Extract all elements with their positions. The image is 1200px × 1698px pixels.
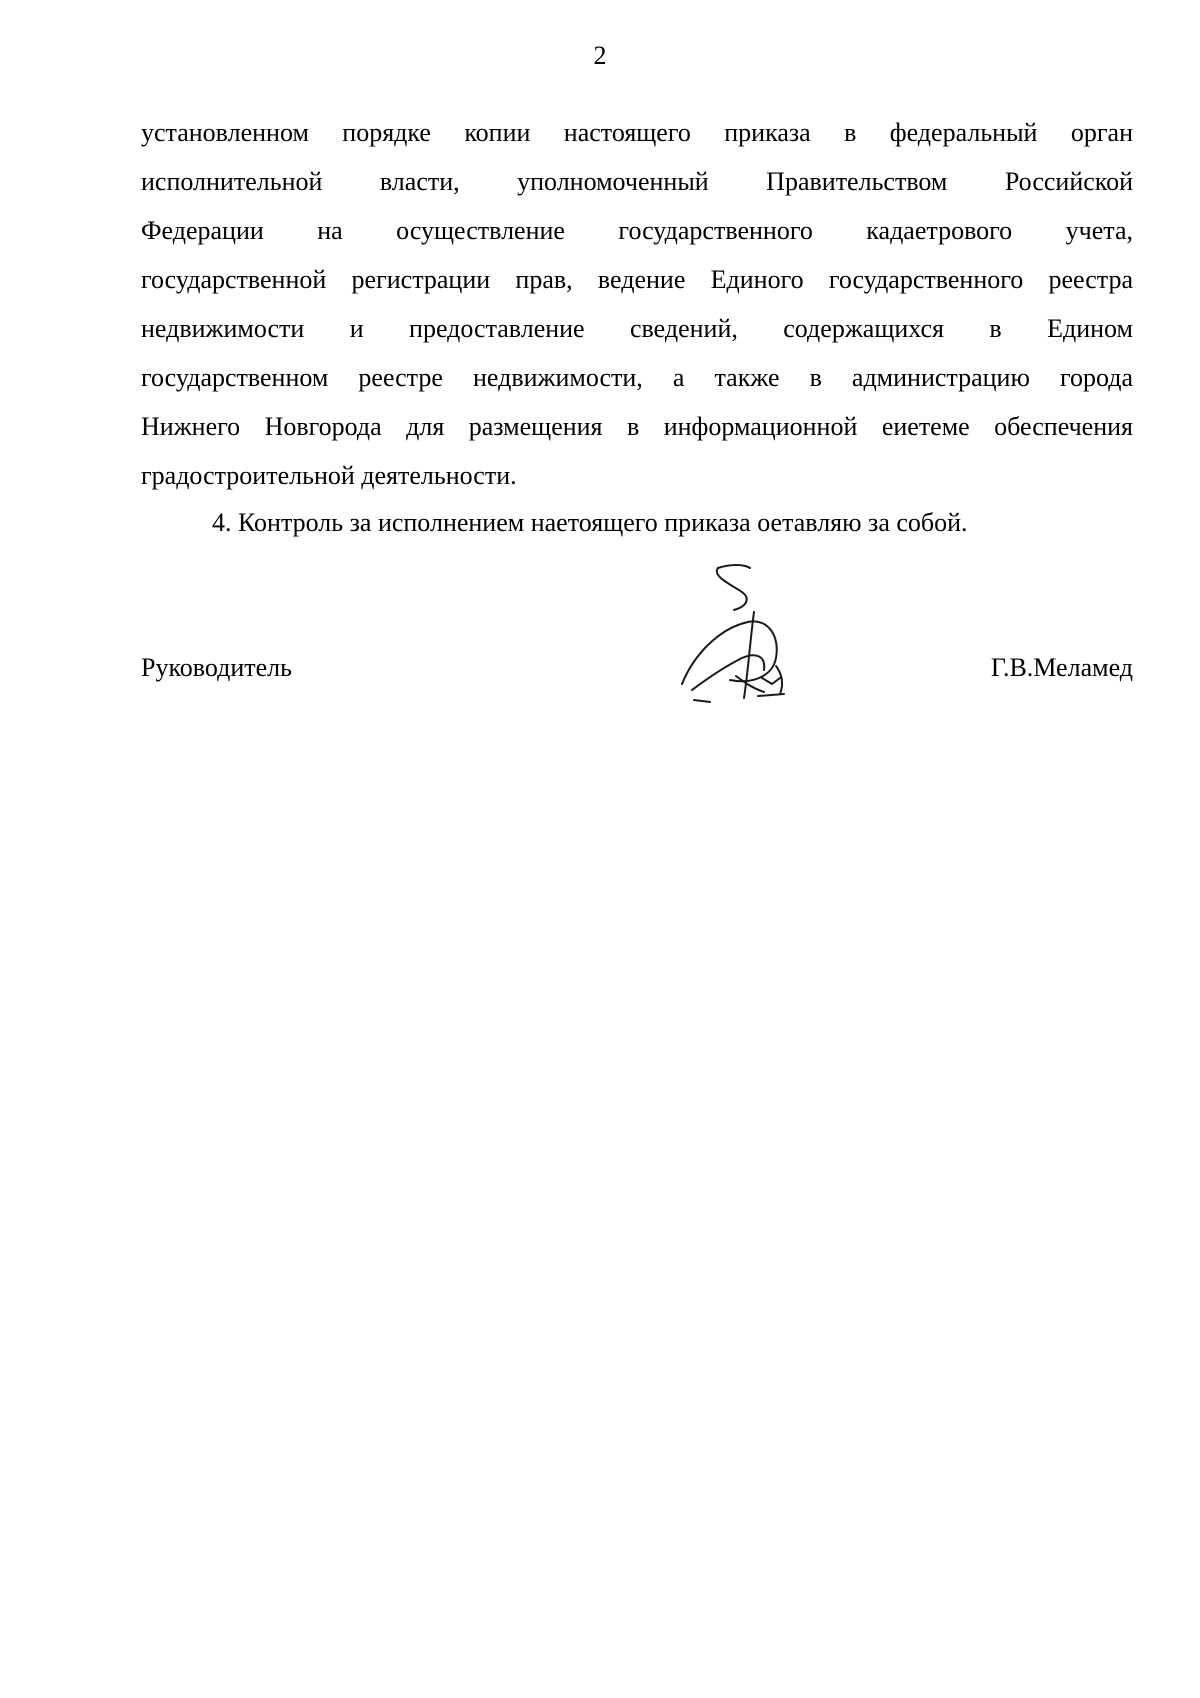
body-line: недвижимости и предоставление сведений, содержащихся в Едином <box>141 314 1133 343</box>
body-line: установленном порядке копии настоящего приказа в федеральный орган <box>141 118 1133 147</box>
body-line: государственном реестре недвижимости, а также в администрацию города <box>141 363 1133 392</box>
body-line: исполнительной власти, уполномоченный Правительством Российской <box>141 167 1133 196</box>
signer-name: Г.В.Меламед <box>990 653 1133 682</box>
page-number: 2 <box>593 41 607 70</box>
body-line: государственной регистрации прав, ведение Единого государственного реестра <box>141 265 1133 294</box>
paragraph-3-continuation <box>141 108 1133 500</box>
body-line: Нижнего Новгорода для размещения в информационной еиетеме обеспечения <box>141 412 1133 441</box>
signature-block <box>141 646 1133 690</box>
body-line: Федерации на осуществление государственного кадаетрового учета, <box>141 216 1133 245</box>
handwritten-signature <box>672 562 822 712</box>
signer-position: Руководитель <box>141 653 292 682</box>
paragraph-4: 4. Контроль за исполнением наетоящего приказа оетавляю за собой. <box>212 508 968 537</box>
body-line: градостроительной деятельности. <box>141 461 517 490</box>
